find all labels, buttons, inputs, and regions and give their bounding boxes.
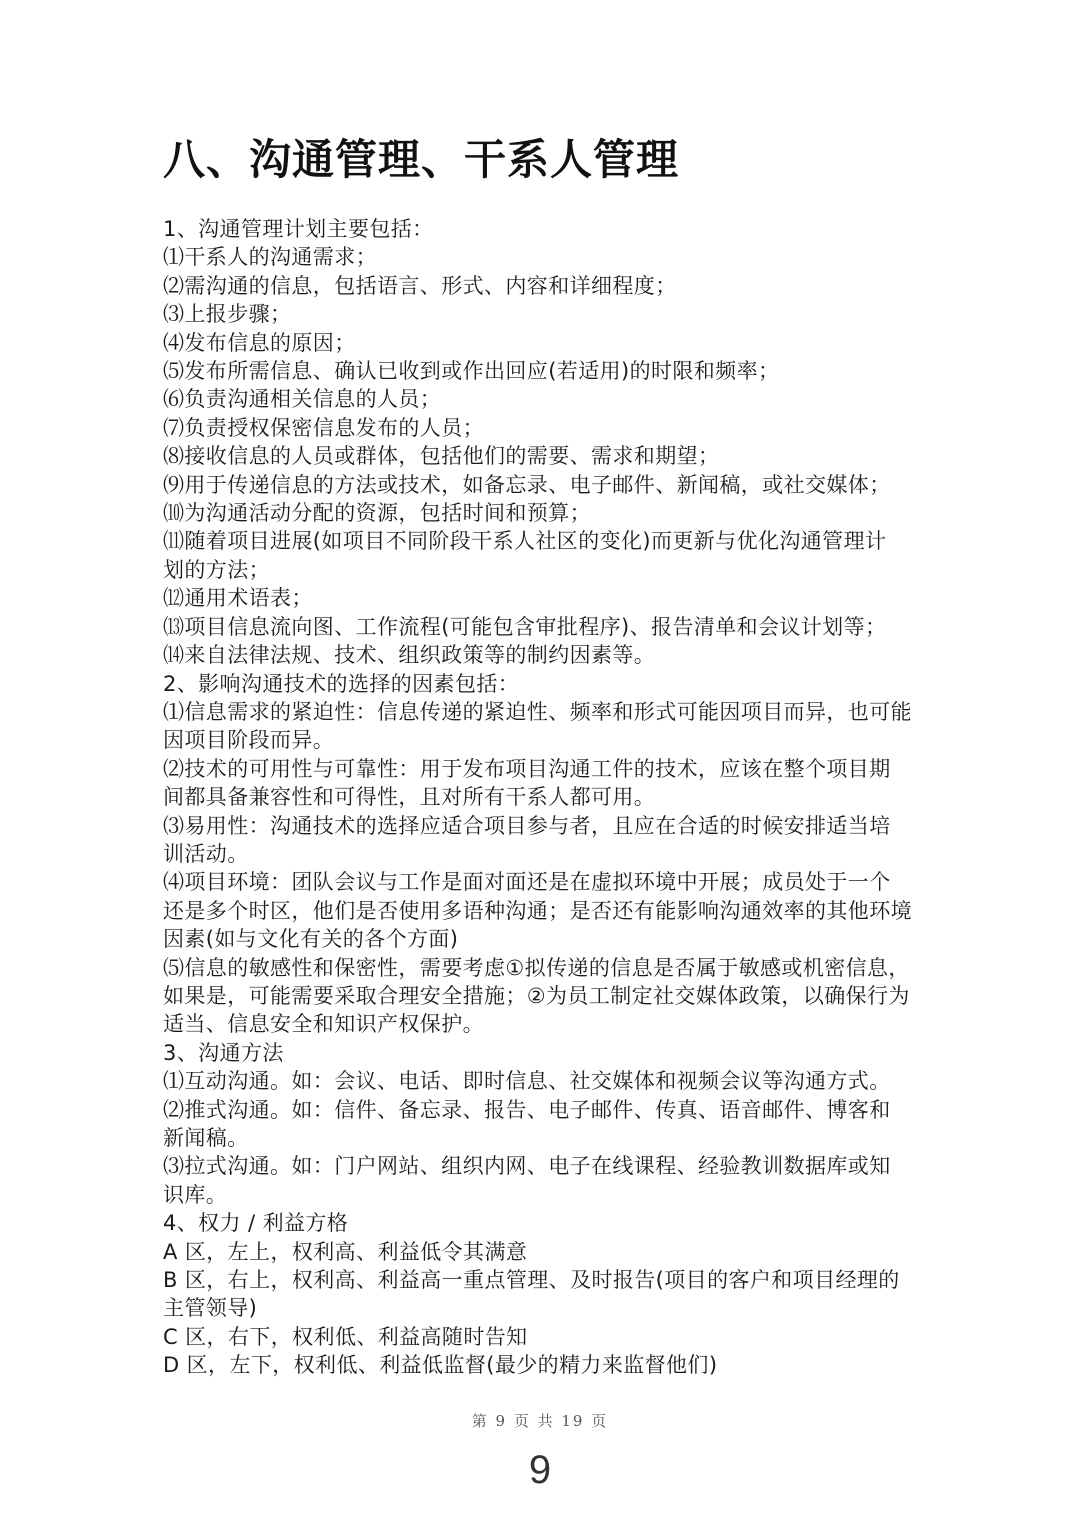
text-line: 间都具备兼容性和可得性，且对所有干系人都可用。 <box>163 785 656 810</box>
text-line: ⑻接收信息的人员或群体，包括他们的需要、需求和期望； <box>163 444 720 469</box>
text-line: 如果是，可能需要采取合理安全措施；②为员工制定社交媒体政策，以确保行为 <box>163 983 910 1008</box>
text-line: ⑶上报步骤； <box>163 302 292 327</box>
text-line: ⑿通用术语表； <box>163 586 313 611</box>
text-line: ⑹负责沟通相关信息的人员； <box>163 387 442 412</box>
text-line: 适当、信息安全和知识产权保护。 <box>163 1012 484 1037</box>
page-footer: 第 9 页 共 19 页 <box>471 1412 609 1430</box>
text-line: A 区，左上，权利高、利益低令其满意 <box>163 1239 528 1264</box>
text-line: C 区，右下，权利低、利益高随时告知 <box>163 1324 528 1349</box>
text-line: 主管领导) <box>163 1296 258 1321</box>
page-title: 八、沟通管理、干系人管理 <box>163 135 680 184</box>
text-line: 新闻稿。 <box>163 1126 249 1150</box>
text-line: ⑼用于传递信息的方法或技术，如备忘录、电子邮件、新闻稿，或社交媒体； <box>163 472 891 497</box>
text-line: ⑷发布信息的原因； <box>163 330 356 355</box>
page-number: 9 <box>528 1448 552 1492</box>
text-line: 2、影响沟通技术的选择的因素包括： <box>163 671 520 696</box>
text-line: ⑺负责授权保密信息发布的人员； <box>163 415 484 440</box>
text-line: ⑸信息的敏感性和保密性，需要考虑①拟传递的信息是否属于敏感或机密信息， <box>163 955 910 980</box>
text-line: B 区，右上，权利高、利益高一重点管理、及时报告(项目的客户和项目经理的 <box>163 1268 900 1293</box>
text-line: 识库。 <box>163 1182 228 1207</box>
text-line: ⑵技术的可用性与可靠性：用于发布项目沟通工件的技术，应该在整个项目期 <box>163 756 891 781</box>
text-line: 因项目阶段而异。 <box>163 728 335 753</box>
text-line: ⑵推式沟通。如：信件、备忘录、报告、电子邮件、传真、语音邮件、博客和 <box>163 1097 891 1122</box>
text-line: ⒀项目信息流向图、工作流程(可能包含审批程序)、报告清单和会议计划等； <box>163 614 887 639</box>
text-line: 划的方法； <box>163 557 270 582</box>
text-line: ⑸发布所需信息、确认已收到或作出回应(若适用)的时限和频率； <box>163 359 780 384</box>
text-line: ⒁来自法律法规、技术、组织政策等的制约因素等。 <box>163 643 656 668</box>
body-text <box>163 215 923 1380</box>
text-line: 4、权力 / 利益方格 <box>163 1211 349 1236</box>
text-line: ⑶易用性：沟通技术的选择应适合项目参与者，且应在合适的时候安排适当培 <box>163 813 891 838</box>
text-line: 因素(如与文化有关的各个方面) <box>163 927 459 952</box>
text-line: ⑶拉式沟通。如：门户网站、组织内网、电子在线课程、经验教训数据库或知 <box>163 1154 891 1179</box>
text-line: ⑾随着项目进展(如项目不同阶段干系人社区的变化)而更新与优化沟通管理计 <box>163 529 887 554</box>
text-line: ⑽为沟通活动分配的资源，包括时间和预算； <box>163 501 591 526</box>
text-line: 还是多个时区，他们是否使用多语种沟通；是否还有能影响沟通效率的其他环境 <box>163 898 912 923</box>
text-line: 1、沟通管理计划主要包括： <box>163 217 434 241</box>
text-line: ⑴干系人的沟通需求； <box>163 245 377 270</box>
text-line: ⑴信息需求的紧迫性：信息传递的紧迫性、频率和形式可能因项目而异，也可能 <box>163 699 912 724</box>
text-line: 3、沟通方法 <box>163 1040 284 1065</box>
text-line: 训活动。 <box>163 841 249 866</box>
text-line: ⑷项目环境：团队会议与工作是面对面还是在虚拟环境中开展；成员处于一个 <box>163 870 891 895</box>
text-line: ⑴互动沟通。如：会议、电话、即时信息、社交媒体和视频会议等沟通方式。 <box>163 1069 891 1094</box>
text-line: D 区，左下，权利低、利益低监督(最少的精力来监督他们) <box>163 1353 718 1378</box>
text-line: ⑵需沟通的信息，包括语言、形式、内容和详细程度； <box>163 273 677 298</box>
